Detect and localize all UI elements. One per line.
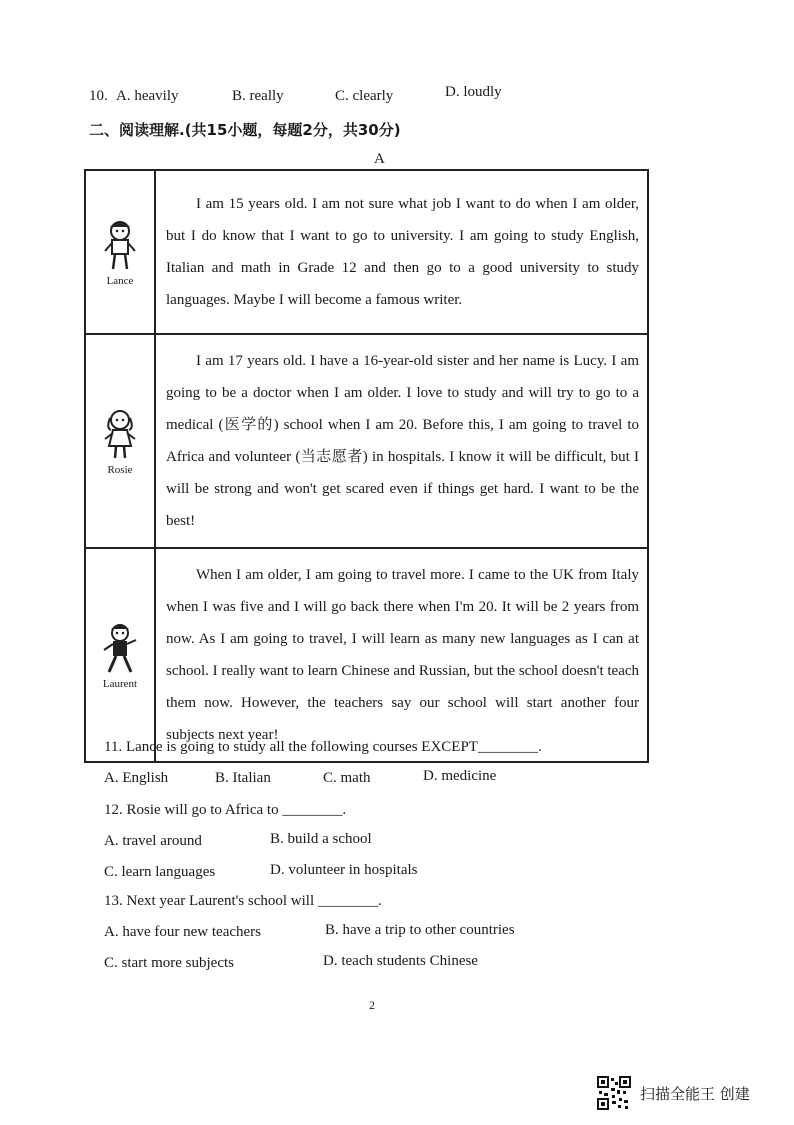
- qr-code-icon: [597, 1076, 631, 1110]
- speaker-name: Rosie: [107, 464, 133, 476]
- q11-stem: 11. Lance is going to study all the following courses EXCEPT________.: [104, 739, 542, 755]
- lance-avatar-icon: [100, 217, 140, 273]
- passage-row-laurent: [85, 548, 648, 762]
- q10-option-d: D. loudly: [445, 84, 502, 100]
- laurent-avatar-icon: [100, 620, 140, 676]
- q11-option-a: A. English: [104, 770, 169, 786]
- passage-text: I am 15 years old. I am not sure what job I want to do when I am older, but I do know that I want to go to university. I am going to study English, Italian and math in Grade 12 and then go to a good university to study languages. Maybe I will become a famous writer.: [166, 196, 639, 308]
- q10-option-b: B. really: [232, 88, 284, 104]
- q13-option-a: A. have four new teachers: [104, 924, 262, 940]
- q11-option-d: D. medicine: [423, 768, 497, 784]
- passage-text: When I am older, I am going to travel more. I came to the UK from Italy when I was five and I will go back there when I'm 20. It will be 2 years from now. As I am going to travel, I will learn as many new languages as I can at school. I really want to learn Chinese and Russian, but the school doesn't teach them now. However, the teachers say our school will start another four subjects next year!: [166, 567, 640, 743]
- passage-row-rosie: [85, 334, 648, 548]
- passage-text-cell: [155, 334, 648, 548]
- q10-option-a-text: A. heavily: [116, 88, 179, 104]
- speaker-cell: [85, 170, 155, 334]
- scanner-watermark: 扫描全能王 创建: [640, 1085, 750, 1103]
- q10-option-c: C. clearly: [335, 88, 394, 104]
- q13-option-c: C. start more subjects: [104, 955, 234, 971]
- passage-text-cell: [155, 548, 648, 762]
- passage-row-lance: [85, 170, 648, 334]
- q12-option-d: D. volunteer in hospitals: [270, 862, 418, 878]
- speaker-cell: [85, 548, 155, 762]
- speaker-name: Lance: [106, 275, 134, 287]
- q12-option-a: A. travel around: [104, 833, 202, 849]
- q13-option-b: B. have a trip to other countries: [325, 922, 515, 938]
- rosie-avatar-icon: [100, 406, 140, 462]
- speaker-name: Laurent: [102, 678, 138, 690]
- speaker-cell: [85, 334, 155, 548]
- q13-option-d: D. teach students Chinese: [323, 953, 478, 969]
- q12-option-b: B. build a school: [270, 831, 372, 847]
- passage-label: A: [374, 151, 385, 167]
- q12-stem: 12. Rosie will go to Africa to ________.: [104, 802, 347, 818]
- passage-text-cell: [155, 170, 648, 334]
- q11-option-b: B. Italian: [215, 770, 271, 786]
- page-number: 2: [369, 998, 375, 1012]
- q10-option-a: 10.: [89, 88, 108, 104]
- q13-stem: 13. Next year Laurent's school will ________.: [104, 893, 382, 909]
- section-heading: 二、阅读理解.(共15小题，每题2分，共30分): [89, 121, 401, 139]
- q12-option-c: C. learn languages: [104, 864, 216, 880]
- q11-option-c: C. math: [323, 770, 371, 786]
- passage-table: [84, 169, 649, 763]
- passage-text: I am 17 years old. I have a 16-year-old sister and her name is Lucy. I am going to be a doctor when I am older. I love to study and will try to go to a medical (医学的) school when I am 20. Before this, I am going to travel to Africa and volunteer (当志愿者) in hospitals. I know it will be difficult, but I will be strong and won't get scared even if things get hard. I want to be the best!: [166, 353, 639, 529]
